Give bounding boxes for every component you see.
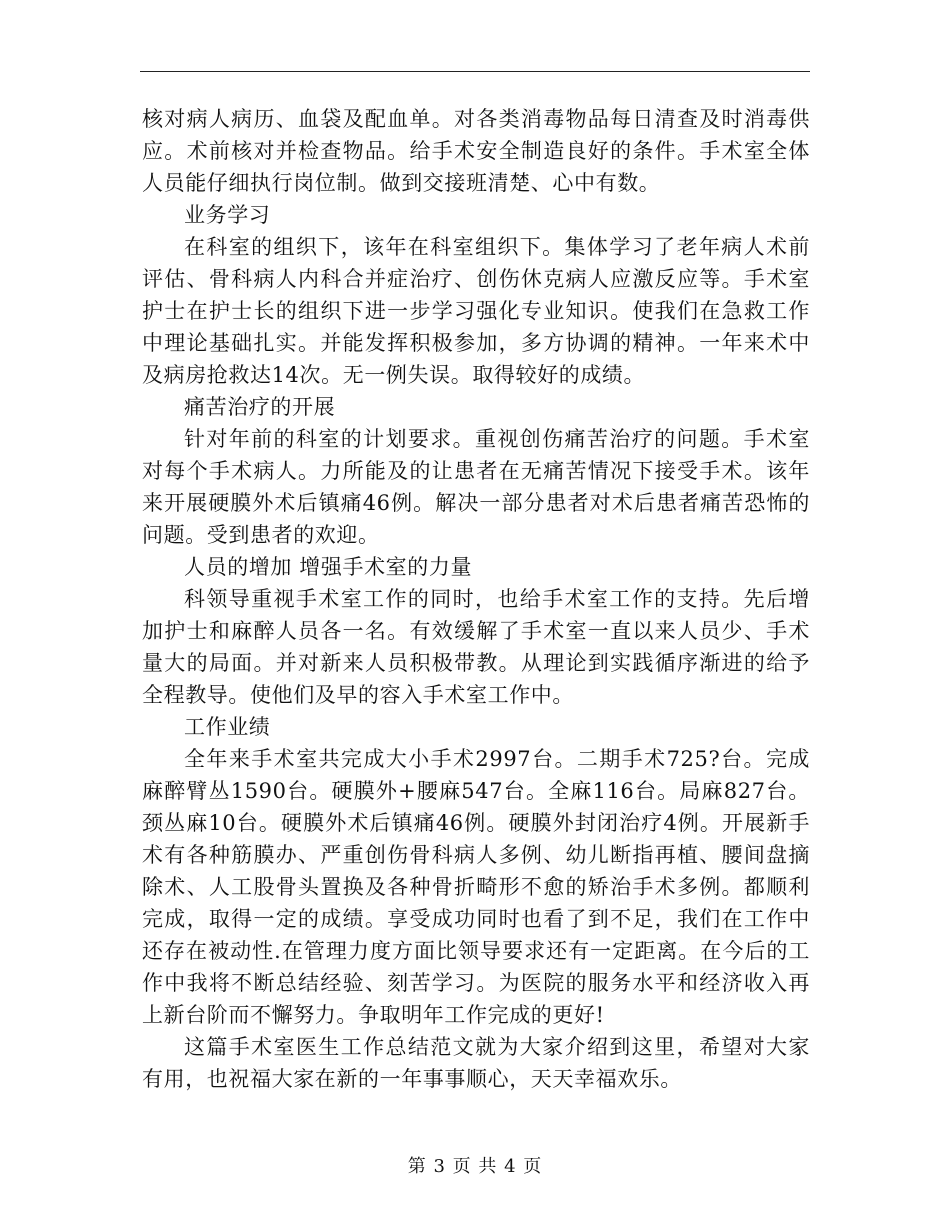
- paragraph-achievements: 全年来手术室共完成大小手术2997台。二期手术725?台。完成麻醉臂丛1590台。硬膜外+腰麻547台。全麻116台。局麻827台。颈丛麻10台。硬膜外术后镇痛46例。硬膜外封闭治疗4例。开展新手术有各种筋膜办、严重创伤骨科病人多例、幼儿断指再植、腰间盘摘除术、人工股骨头置换及各种骨折畸形不愈的矫治手术多例。都顺利完成，取得一定的成绩。享受成功同时也看了到不足，我们在工作中还存在被动性.在管理力度方面比领导要求还有一定距离。在今后的工作中我将不断总结经验、刻苦学习。为医院的服务水平和经济收入再上新台阶而不懈努力。争取明年工作完成的更好!: [142, 747, 810, 1027]
- header-rule: [140, 71, 810, 72]
- section-heading-staffing: 人员的增加 增强手术室的力量: [184, 555, 473, 579]
- paragraph-closing: 这篇手术室医生工作总结范文就为大家介绍到这里，希望对大家有用，也祝福大家在新的一年事事顺心，天天幸福欢乐。: [142, 1035, 810, 1091]
- section-heading-pain-treatment: 痛苦治疗的开展: [184, 395, 336, 419]
- paragraph-study: 在科室的组织下，该年在科室组织下。集体学习了老年病人术前评估、骨科病人内科合并症治疗、创伤休克病人应激反应等。手术室护士在护士长的组织下进一步学习强化专业知识。使我们在急救工作中理论基础扎实。并能发挥积极参加，多方协调的精神。一年来术中及病房抢救达14次。无一例失误。取得较好的成绩。: [142, 235, 810, 387]
- paragraph-continuation: 核对病人病历、血袋及配血单。对各类消毒物品每日清查及时消毒供应。术前核对并检查物品。给手术安全制造良好的条件。手术室全体人员能仔细执行岗位制。做到交接班清楚、心中有数。: [142, 107, 810, 195]
- paragraph-pain-treatment: 针对年前的科室的计划要求。重视创伤痛苦治疗的问题。手术室对每个手术病人。力所能及的让患者在无痛苦情况下接受手术。该年来开展硬膜外术后镇痛46例。解决一部分患者对术后患者痛苦恐怖的问题。受到患者的欢迎。: [142, 427, 810, 547]
- document-body: [142, 103, 810, 1095]
- section-heading-study: 业务学习: [184, 203, 271, 227]
- section-heading-achievements: 工作业绩: [184, 715, 271, 739]
- page-number-footer: 第 3 页 共 4 页: [407, 1156, 543, 1177]
- paragraph-staffing: 科领导重视手术室工作的同时，也给手术室工作的支持。先后增加护士和麻醉人员各一名。有效缓解了手术室一直以来人员少、手术量大的局面。并对新来人员积极带教。从理论到实践循序渐进的给予全程教导。使他们及早的容入手术室工作中。: [142, 587, 810, 707]
